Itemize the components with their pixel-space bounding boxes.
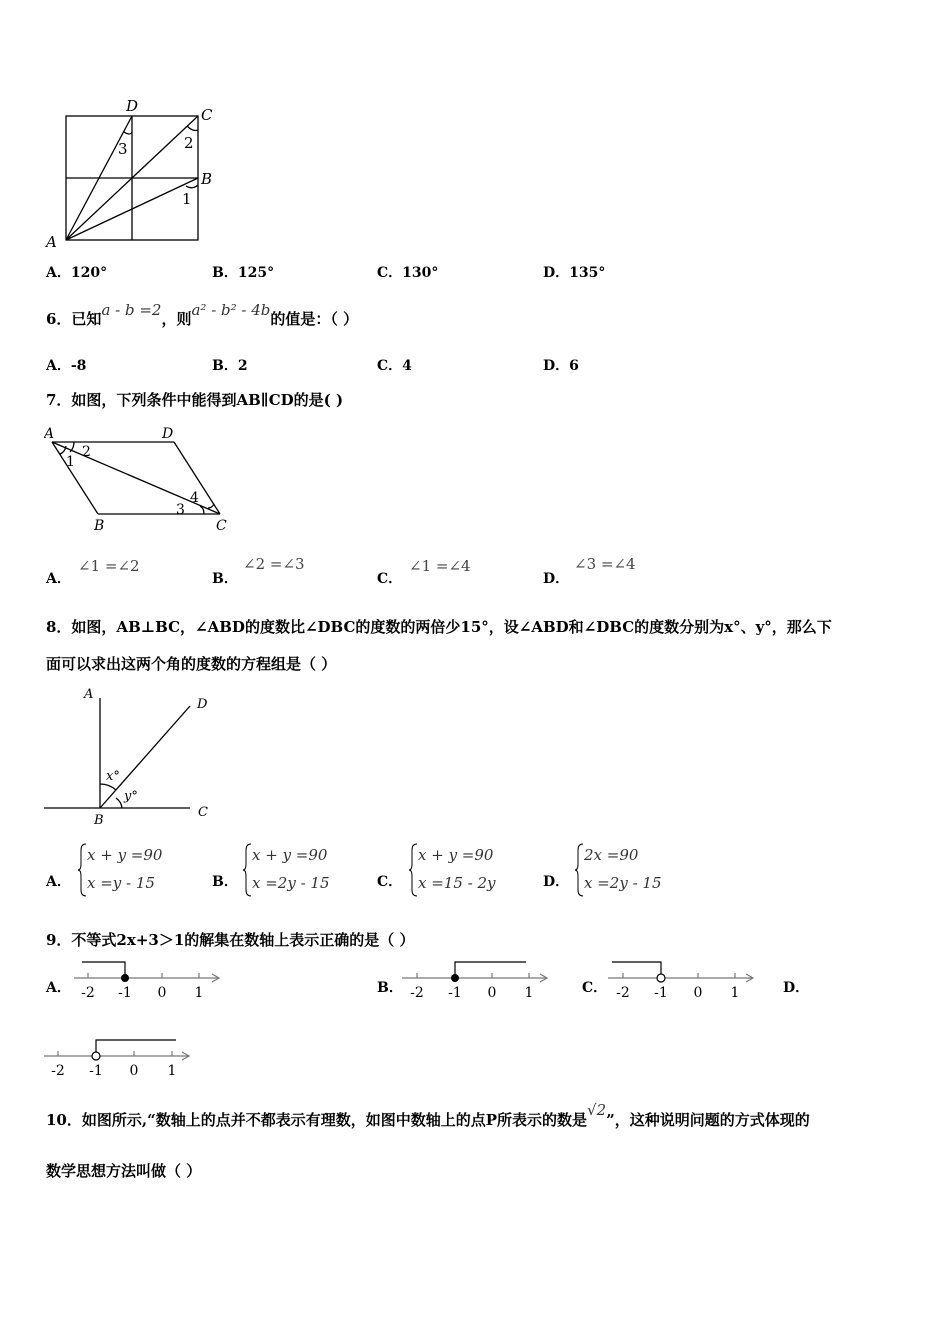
q8-option-d-system bbox=[575, 842, 685, 900]
q8-option-c-eq2: x =15 - 2y bbox=[418, 874, 496, 892]
q8-option-c: C． bbox=[377, 874, 403, 890]
q9-d-tick-neg1: -1 bbox=[89, 1063, 103, 1079]
q7-option-d-expr: ∠3 =∠4 bbox=[574, 555, 636, 573]
q9-d-tick-1: 1 bbox=[167, 1063, 177, 1079]
q9-c-tick-1: 1 bbox=[730, 985, 740, 1001]
q8-option-d-eq2: x =2y - 15 bbox=[584, 874, 662, 892]
q9-option-a: A． bbox=[46, 980, 71, 996]
q7-option-a-expr: ∠1 =∠2 bbox=[78, 557, 140, 575]
q7-label-A: A bbox=[44, 426, 55, 442]
q7-angle-1: 1 bbox=[66, 454, 75, 470]
q8-option-d-brace bbox=[575, 842, 584, 898]
q9-option-b-numberline bbox=[402, 956, 554, 1002]
q9-option-b: B． bbox=[377, 980, 403, 996]
q8-angle-x: x° bbox=[106, 769, 120, 784]
q5-option-a: A．120° bbox=[46, 265, 108, 281]
q9-a-tick-neg1: -1 bbox=[118, 985, 132, 1001]
q5-label-D: D bbox=[126, 97, 139, 115]
q8-stem-line1: 8．如图，AB⊥BC，∠ABD的度数比∠DBC的度数的两倍少15°，设∠ABD和∠DBC的度数分别为x°、y°，那么下 bbox=[46, 618, 832, 636]
q9-d-tick-neg2: -2 bbox=[51, 1063, 65, 1079]
q7-option-a: A． bbox=[46, 571, 71, 587]
q7-stem: 7．如图，下列条件中能得到AB∥CD的是( ) bbox=[46, 391, 344, 409]
q8-option-b: B． bbox=[212, 874, 238, 890]
q10-stem-line2: 数学思想方法叫做（ ） bbox=[46, 1162, 202, 1180]
q7-label-D: D bbox=[162, 426, 174, 442]
q9-option-c: C． bbox=[582, 980, 608, 996]
q7-option-c-expr: ∠1 =∠4 bbox=[409, 557, 471, 575]
q9-option-c-numberline bbox=[608, 956, 760, 1002]
q8-option-a-eq1: x + y =90 bbox=[87, 846, 163, 864]
q8-option-d: D． bbox=[543, 874, 570, 890]
q8-option-b-system bbox=[243, 842, 353, 900]
q7-option-b-expr: ∠2 =∠3 bbox=[243, 555, 305, 573]
q9-c-tick-neg2: -2 bbox=[616, 985, 630, 1001]
q5-label-C: C bbox=[201, 106, 213, 124]
q7-label-B: B bbox=[94, 518, 105, 534]
q8-option-a-brace bbox=[78, 842, 87, 898]
q6-option-d: D．6 bbox=[543, 358, 579, 374]
q9-option-a-numberline bbox=[74, 956, 226, 1002]
q5-angle-3: 3 bbox=[118, 140, 128, 158]
q8-option-b-eq2: x =2y - 15 bbox=[252, 874, 330, 892]
q6-option-a: A．-8 bbox=[46, 358, 87, 374]
q5-angle-1: 1 bbox=[182, 190, 192, 208]
q8-label-A: A bbox=[84, 687, 94, 702]
q7-figure bbox=[44, 424, 234, 536]
q9-c-tick-0: 0 bbox=[693, 985, 703, 1001]
q6-expr2: a² - b² - 4b bbox=[191, 301, 271, 319]
q9-stem: 9．不等式2x+3＞1的解集在数轴上表示正确的是（ ） bbox=[46, 931, 415, 949]
q8-label-C: C bbox=[198, 805, 208, 820]
q5-option-b: B．125° bbox=[212, 265, 275, 281]
q8-option-a-eq2: x =y - 15 bbox=[87, 874, 155, 892]
q6-stem: 6．已知a - b =2，则a² - b² - 4b的值是：（ ） bbox=[46, 301, 359, 328]
q5-label-A: A bbox=[46, 233, 57, 251]
q5-label-B: B bbox=[201, 170, 213, 188]
q9-a-tick-neg2: -2 bbox=[81, 985, 95, 1001]
q9-b-tick-neg2: -2 bbox=[410, 985, 424, 1001]
q7-option-d: D． bbox=[543, 571, 570, 587]
q8-label-B: B bbox=[94, 813, 104, 826]
q7-label-C: C bbox=[216, 518, 227, 534]
q7-angle-3: 3 bbox=[176, 502, 185, 518]
q10-stem-line1: 10．如图所示,“数轴上的点并不都表示有理数，如图中数轴上的点P所表示的数是√2”，这种说明问题的方式体现的 bbox=[46, 1101, 810, 1129]
q5-figure bbox=[44, 96, 224, 251]
q7-angle-4: 4 bbox=[190, 490, 199, 506]
q9-c-tick-neg1: -1 bbox=[654, 985, 668, 1001]
q9-d-tick-0: 0 bbox=[129, 1063, 139, 1079]
q8-figure bbox=[44, 684, 224, 826]
q10-radical: √2 bbox=[587, 1101, 607, 1119]
q8-option-a: A． bbox=[46, 874, 71, 890]
q8-option-c-eq1: x + y =90 bbox=[418, 846, 494, 864]
q9-b-tick-0: 0 bbox=[487, 985, 497, 1001]
q5-option-c: C．130° bbox=[377, 265, 439, 281]
q9-a-tick-1: 1 bbox=[194, 985, 204, 1001]
q8-option-c-brace bbox=[409, 842, 418, 898]
q6-option-b: B．2 bbox=[212, 358, 248, 374]
q7-option-b: B． bbox=[212, 571, 238, 587]
q7-angle-2: 2 bbox=[82, 444, 91, 460]
q8-option-b-eq1: x + y =90 bbox=[252, 846, 328, 864]
q8-option-a-system bbox=[78, 842, 178, 900]
q8-option-c-system bbox=[409, 842, 519, 900]
q9-a-tick-0: 0 bbox=[157, 985, 167, 1001]
q5-angle-2: 2 bbox=[184, 134, 194, 152]
q5-option-d: D．135° bbox=[543, 265, 606, 281]
q7-option-c: C． bbox=[377, 571, 403, 587]
q9-b-tick-neg1: -1 bbox=[448, 985, 462, 1001]
q9-option-d-numberline bbox=[44, 1034, 196, 1080]
q8-option-b-brace bbox=[243, 842, 252, 898]
q8-label-D: D bbox=[197, 697, 208, 712]
q6-expr1: a - b =2 bbox=[101, 301, 162, 319]
q9-option-d: D． bbox=[783, 980, 810, 996]
q8-stem-line2: 面可以求出这两个角的度数的方程组是（ ） bbox=[46, 655, 337, 673]
q6-option-c: C．4 bbox=[377, 358, 412, 374]
q9-b-tick-1: 1 bbox=[524, 985, 534, 1001]
q8-option-d-eq1: 2x =90 bbox=[584, 846, 639, 864]
q8-angle-y: y° bbox=[124, 789, 138, 804]
